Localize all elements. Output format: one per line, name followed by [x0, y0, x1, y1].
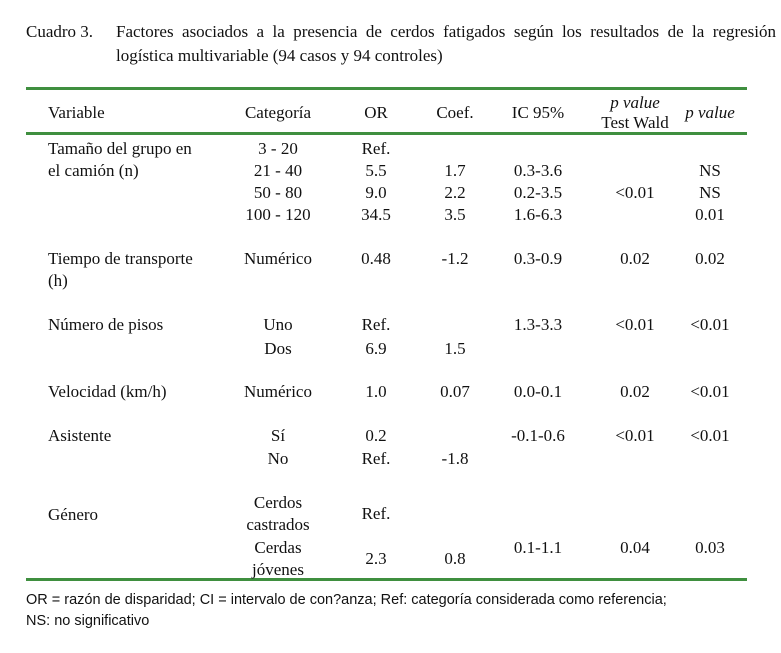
categoria-cell: No: [267, 449, 289, 468]
coef-cell: 1.7: [444, 161, 466, 180]
categoria-cell: Numérico: [244, 249, 312, 268]
wald-cell: <0.01: [615, 426, 655, 445]
header-pvalue-wald-line2: Test Wald: [601, 113, 669, 132]
or-cell: 0.48: [361, 249, 391, 268]
pvalue-cell: <0.01: [690, 426, 730, 445]
pvalue-cell: 0.03: [695, 538, 725, 557]
header-coef: Coef.: [436, 103, 474, 122]
pvalue-cell: <0.01: [690, 382, 730, 401]
coef-cell: 0.07: [440, 382, 470, 401]
categoria-cell: castrados: [246, 515, 310, 534]
wald-cell: <0.01: [615, 315, 655, 334]
pvalue-cell: NS: [699, 183, 721, 202]
variable-label: Número de pisos: [48, 315, 164, 334]
pvalue-cell: 0.02: [695, 249, 725, 268]
wald-cell: 0.02: [620, 382, 650, 401]
categoria-cell: Numérico: [244, 382, 312, 401]
variable-label: Tamaño del grupo en: [48, 139, 192, 158]
or-cell: 9.0: [365, 183, 387, 202]
categoria-cell: 21 - 40: [253, 161, 303, 180]
or-cell: 1.0: [365, 382, 387, 401]
coef-cell: 0.8: [444, 549, 466, 568]
coef-cell: 3.5: [444, 205, 466, 224]
header-ic: IC 95%: [511, 103, 565, 122]
or-cell: 0.2: [365, 426, 387, 445]
or-cell: 34.5: [361, 205, 391, 224]
variable-label: (h): [48, 271, 68, 290]
footnote-line: NS: no significativo: [26, 613, 150, 629]
categoria-cell: Uno: [263, 315, 293, 334]
or-cell: Ref.: [361, 504, 391, 523]
or-cell: Ref.: [361, 315, 391, 334]
categoria-cell: Cerdos: [253, 493, 303, 512]
pvalue-cell: 0.01: [695, 205, 725, 224]
pvalue-cell: NS: [699, 161, 721, 180]
coef-cell: 2.2: [444, 183, 466, 202]
top-rule: [26, 87, 747, 90]
header-or: OR: [364, 103, 388, 122]
categoria-cell: 3 - 20: [258, 139, 298, 158]
categoria-cell: Cerdas: [254, 538, 302, 557]
ic-cell: 1.3-3.3: [513, 315, 563, 334]
ic-cell: 0.1-1.1: [513, 538, 563, 557]
ic-cell: 0.0-0.1: [513, 382, 563, 401]
ic-cell: 0.3-0.9: [513, 249, 563, 268]
footnote-line: OR = razón de disparidad; CI = intervalo de con?anza; Ref: categoría considerada como referencia;: [26, 592, 667, 608]
ic-cell: 1.6-6.3: [513, 205, 563, 224]
variable-label: el camión (n): [48, 161, 139, 180]
categoria-cell: 50 - 80: [253, 183, 303, 202]
categoria-cell: jóvenes: [252, 560, 304, 579]
pvalue-cell: <0.01: [690, 315, 730, 334]
header-pvalue: p value: [685, 103, 735, 122]
categoria-cell: 100 - 120: [245, 205, 311, 224]
categoria-cell: Sí: [270, 426, 286, 445]
header-pvalue-wald-line1: p value: [610, 93, 660, 112]
coef-cell: 1.5: [444, 339, 466, 358]
coef-cell: -1.2: [441, 249, 469, 268]
or-cell: Ref.: [361, 139, 391, 158]
caption-text: Factores asociados a la presencia de cerdos fatigados según los resultados de la regresión logística multivariable (94 casos y 94 controles): [116, 22, 776, 65]
wald-cell: 0.02: [620, 249, 650, 268]
variable-label: Género: [48, 505, 99, 524]
categoria-cell: Dos: [264, 339, 292, 358]
table-footnote: [26, 590, 756, 632]
ic-cell: 0.3-3.6: [513, 161, 563, 180]
wald-cell: <0.01: [615, 183, 655, 202]
or-cell: 6.9: [365, 339, 387, 358]
header-categoria: Categoría: [244, 103, 312, 122]
or-cell: 2.3: [365, 549, 387, 568]
variable-label: Tiempo de transporte: [48, 249, 193, 268]
coef-cell: -1.8: [441, 449, 469, 468]
ic-cell: 0.2-3.5: [513, 183, 563, 202]
header-variable: Variable: [48, 103, 105, 122]
wald-cell: 0.04: [620, 538, 650, 557]
bottom-rule: [26, 578, 747, 581]
or-cell: 5.5: [365, 161, 387, 180]
or-cell: Ref.: [361, 449, 391, 468]
caption-label: Cuadro 3.: [26, 22, 94, 41]
variable-label: Velocidad (km/h): [48, 382, 167, 401]
variable-label: Asistente: [48, 426, 112, 445]
ic-cell: -0.1-0.6: [511, 426, 565, 445]
